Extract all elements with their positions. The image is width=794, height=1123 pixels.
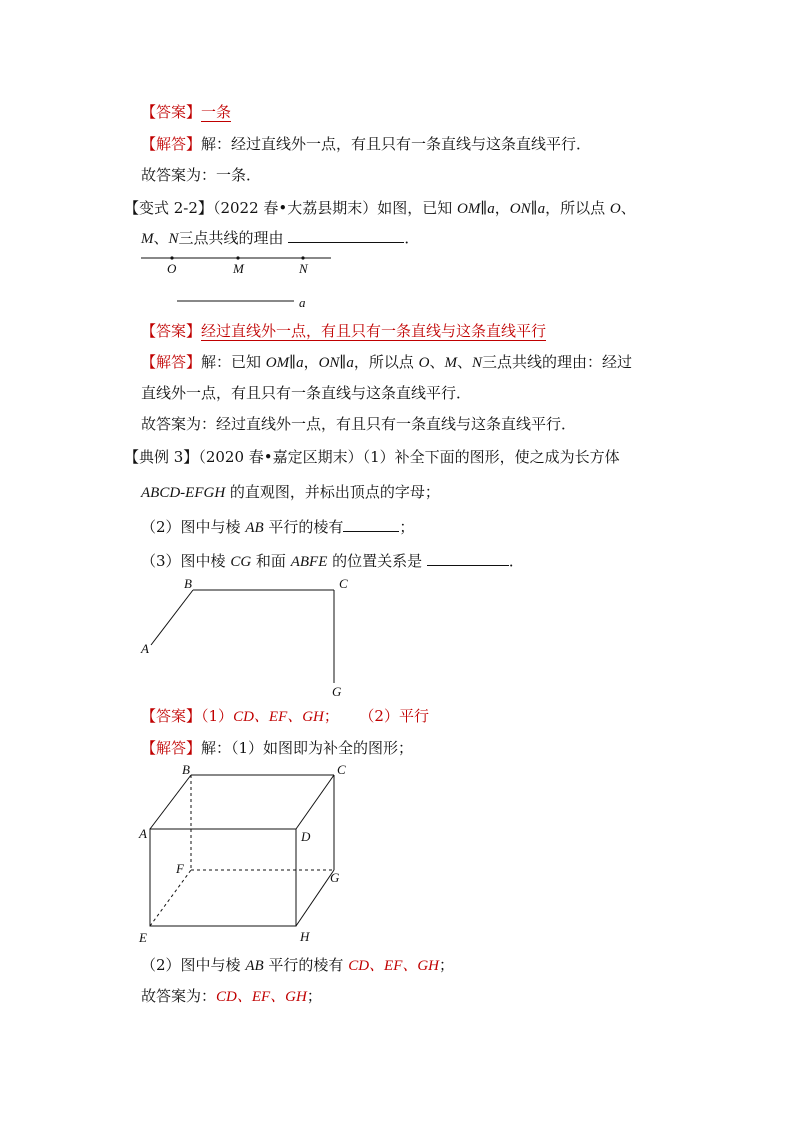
edge-hg (296, 870, 334, 926)
conclusion-line: 故答案为：一条． (141, 166, 262, 184)
example-question-line1: 【典例 3】（2020 春•嘉定区期末）（1）补全下面的图形，使之成为长方体 (124, 448, 620, 466)
example-answer-line: 【答案】（1）CD、EF、GH； （2）平行 (141, 707, 429, 725)
answer-value: 一条 (201, 103, 232, 121)
variant-answer-value: 经过直线外一点，有且只有一条直线与这条直线平行 (201, 322, 547, 340)
variant-question-line1: 【变式 2-2】（2022 春•大荔县期末）如图，已知 OM∥a，ON∥a，所以点 O、 (124, 199, 636, 217)
variant-analysis-line1: 【解答】解：已知 OM∥a，ON∥a，所以点 O、M、N三点共线的理由：经过 (141, 353, 633, 371)
example-solution-2: （2）图中与棱 AB 平行的棱有 CD、EF、GH； (141, 956, 455, 974)
label-g: G (332, 684, 342, 699)
example-analysis-line: 【解答】解：（1）如图即为补全的图形； (141, 739, 414, 757)
label-o: O (167, 261, 177, 276)
answer-tag: 【答案】 (141, 103, 202, 121)
label-n: N (299, 261, 308, 276)
variant-question-line2: M、N三点共线的理由 ． (141, 229, 420, 247)
label-b: B (182, 762, 190, 777)
analysis-tag: 【解答】 (141, 135, 202, 153)
label-a: A (139, 826, 147, 841)
example-question-line2: ABCD-EFGH 的直观图，并标出顶点的字母； (141, 483, 440, 501)
edge-dc (296, 775, 334, 829)
label-c: C (339, 576, 348, 591)
face-adhe (150, 829, 296, 926)
label-a: a (299, 295, 306, 310)
variant-conclusion-line: 故答案为：经过直线外一点，有且只有一条直线与这条直线平行． (141, 415, 577, 433)
label-b: B (184, 576, 192, 591)
variant-tag: 【变式 2-2】 (124, 199, 213, 217)
analysis-text: 解：经过直线外一点，有且只有一条直线与这条直线平行． (201, 135, 592, 153)
example-tag: 【典例 3】 (124, 448, 199, 466)
label-e: E (139, 930, 147, 945)
label-g: G (330, 870, 340, 885)
label-d: D (301, 829, 311, 844)
example-conclusion: 故答案为：CD、EF、GH； (141, 987, 322, 1005)
label-c: C (337, 762, 346, 777)
label-h: H (300, 929, 310, 944)
label-f: F (176, 861, 184, 876)
edge-ab (150, 775, 191, 829)
example-question-2: （2）图中与棱 AB 平行的棱有 ； (141, 518, 415, 536)
variant-answer-line: 【答案】经过直线外一点，有且只有一条直线与这条直线平行 (141, 322, 547, 340)
label-a: A (141, 641, 149, 656)
example-question-3: （3）图中棱 CG 和面 ABFE 的位置关系是 ． (141, 552, 524, 570)
label-m: M (233, 261, 244, 276)
variant-analysis-line2: 直线外一点，有且只有一条直线与这条直线平行． (141, 384, 472, 402)
edge-ef-hidden (150, 870, 191, 926)
